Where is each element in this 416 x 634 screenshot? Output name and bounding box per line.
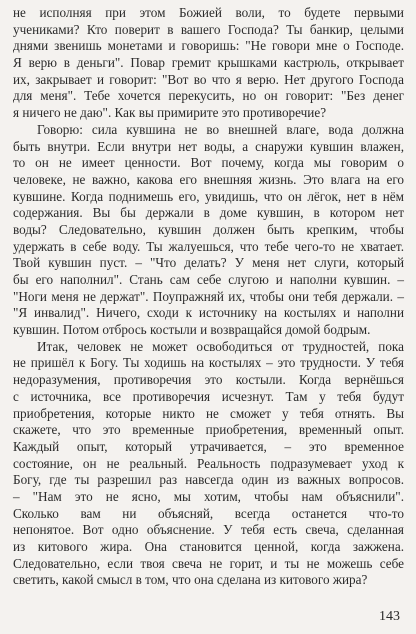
text-line: Твой кувшин пуст. – "Что делать? У меня нет слуги, который bbox=[13, 255, 404, 271]
text-line: светить, какой смысл в том, что она сделана из китового жира? bbox=[13, 572, 368, 588]
text-line: скажете, что это временные приобретения, временный опыт. bbox=[13, 422, 404, 438]
text-line: днями звенишь монетами и говоришь: "Не говори мне о Господе. bbox=[13, 38, 404, 54]
text-line: для меня". Тебе хочется перекусить, но он говорит: "Без денег bbox=[13, 88, 404, 104]
text-line: из китового жира. Она становится ценной, когда зажжена. bbox=[13, 539, 404, 554]
text-line: воды? Следовательно, кувшин должен быть крепким, чтобы bbox=[13, 221, 404, 237]
text-line: быть внутри. Если внутри нет воды, а снаружи кувшин влажен, bbox=[13, 138, 404, 154]
text-line: не пришёл к Богу. Ты ходишь на костылях – это трудности. У тебя bbox=[13, 355, 404, 371]
text-line: их, закрывает и говорит: "Вот во что я верю. Нет другого Господа bbox=[13, 71, 404, 87]
text-line: содержания. Вы бы держали в доме кувшин, в котором нет bbox=[13, 205, 404, 221]
text-line: с источника, все противоречия исчезнут. Там у тебя будут bbox=[13, 388, 404, 404]
text-line: Богу, где ты разрешил раз навсегда один из важных вопросов. bbox=[13, 472, 404, 488]
text-line: приобретения, которые никто не сможет у тебя отнять. Вы bbox=[13, 405, 404, 421]
text-line: бы его наполнил". Стань сам себе слугою и наполни кувшин. – bbox=[13, 272, 404, 287]
paragraph-3 bbox=[13, 339, 404, 589]
page-text bbox=[13, 5, 404, 589]
text-line: не исполняя при этом Божией воли, то будете первыми bbox=[13, 5, 404, 20]
paragraph-1 bbox=[13, 5, 404, 122]
text-line: "Я инвалид". Ничего, сходи к источнику на костылях и наполни bbox=[13, 305, 404, 321]
text-line: кувшине. Когда поднимешь его, увидишь, что он лёгок, нет в нём bbox=[13, 188, 404, 204]
text-line: Итак, человек не может освободиться от трудностей, пока bbox=[37, 338, 404, 354]
text-line: удержать в себе воду. Ты жалуешься, что тебе чего-то не хватает. bbox=[13, 238, 404, 254]
text-line: Говорю: сила кувшина не во внешней влаге, вода должна bbox=[37, 121, 404, 137]
text-line: – "Нам это не ясно, мы хотим, чтобы нам объяснили". bbox=[13, 488, 404, 504]
text-line: то он не имеет ценности. Вот почему, когда мы говорим о bbox=[13, 155, 404, 171]
text-line: я ничего не даю". Как вы примирите это противоречие? bbox=[13, 105, 327, 121]
text-line: Каждый опыт, который утрачивается, – это временное bbox=[13, 438, 404, 454]
text-line: состояние, он не реальный. Реальность подразумевает уход к bbox=[13, 455, 404, 471]
text-line: учениками? Кто поверит в вашего Господа? Ты банкир, целыми bbox=[13, 21, 404, 37]
text-line: человеке, не важно, какова его внешняя жизнь. Это влага на его bbox=[13, 171, 404, 187]
text-line: Я верю в деньги". Повар гремит крышками кастрюль, открывает bbox=[13, 55, 404, 71]
text-line: непонятое. Вот одно объяснение. У тебя есть свеча, сделанная bbox=[13, 522, 404, 538]
text-line: кувшин. Потом отбрось костыли и возвращайся домой бодрым. bbox=[13, 322, 371, 338]
text-line: "Ноги меня не держат". Поупражняй их, чтобы они тебя держали. – bbox=[13, 288, 404, 304]
text-line: недоразумения, противоречия это костыли. Когда вернёшься bbox=[13, 372, 404, 388]
page-number: 143 bbox=[379, 609, 400, 624]
paragraph-2 bbox=[13, 122, 404, 339]
text-line: Следовательно, если твоя свеча не горит, и ты не можешь себе bbox=[13, 555, 404, 571]
text-line: Сколько вам ни объясняй, всегда останется что-то bbox=[13, 505, 404, 521]
